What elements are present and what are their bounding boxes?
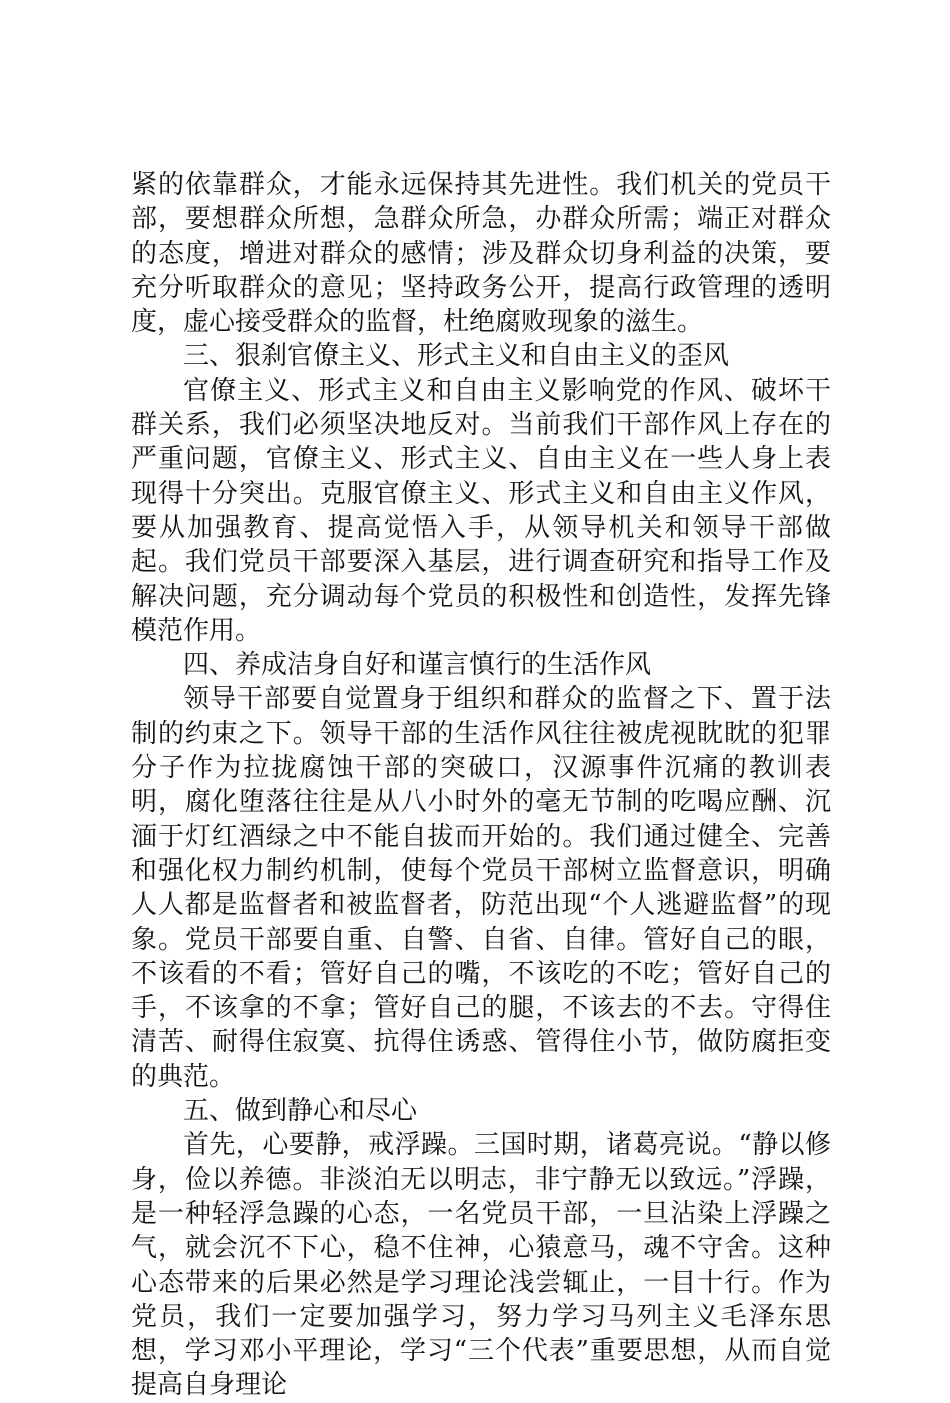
- section-heading-3: 三、狠刹官僚主义、形式主义和自由主义的歪风: [183, 341, 730, 372]
- paragraph-section-5: 首先，心要静，戒浮躁。三国时期，诸葛亮说。“静以修身，俭以养德。非淡泊无以明志，非宁静无以致远。”浮躁，是一种轻浮急躁的心态，一名党员干部，一旦沾染上浮躁之气，就会沉不下心，稳不住神，心猿意马，魂不守舍。这种心态带来的后果必然是学习理论浅尝辄止，一目十行。作为党员，我们一定要加强学习，努力学习马列主义毛泽东思想，学习邓小平理论，学习“三个代表”重要思想，从而自觉提高自身理论: [131, 1130, 831, 1401]
- paragraph-section-4: 领导干部要自觉置身于组织和群众的监督之下、置于法制的约束之下。领导干部的生活作风往往被虎视眈眈的犯罪分子作为拉拢腐蚀干部的突破口，汉源事件沉痛的教训表明，腐化堕落往往是从八小时外的毫无节制的吃喝应酬、沉湎于灯红酒绿之中不能自拔而开始的。我们通过健全、完善和强化权力制约机制，使每个党员干部树立监督意识，明确人人都是监督者和被监督者，防范出现“个人逃避监督”的现象。党员干部要自重、自警、自省、自律。管好自己的眼，不该看的不看；管好自己的嘴，不该吃的不吃；管好自己的手，不该拿的不拿；管好自己的腿，不该去的不去。守得住清苦、耐得住寂寞、抗得住诱惑、管得住小节，做防腐拒变的典范。: [131, 684, 831, 1092]
- paragraph-continuation: 紧的依靠群众，才能永远保持其先进性。我们机关的党员干部，要想群众所想，急群众所急，办群众所需；端正对群众的态度，增进对群众的感情；涉及群众切身利益的决策，要充分听取群众的意见；坚持政务公开，提高行政管理的透明度，虚心接受群众的监督，杜绝腐败现象的滋生。: [131, 170, 831, 338]
- section-heading-4: 四、养成洁身自好和谨言慎行的生活作风: [183, 650, 652, 681]
- document-body: [131, 168, 831, 1403]
- section-heading-5: 五、做到静心和尽心: [183, 1096, 418, 1127]
- paragraph-section-3: 官僚主义、形式主义和自由主义影响党的作风、破坏干群关系，我们必须坚决地反对。当前我们干部作风上存在的严重问题，官僚主义、形式主义、自由主义在一些人身上表现得十分突出。克服官僚主义、形式主义和自由主义作风，要从加强教育、提高觉悟入手，从领导机关和领导干部做起。我们党员干部要深入基层，进行调查研究和指导工作及解决问题，充分调动每个党员的积极性和创造性，发挥先锋模范作用。: [131, 375, 831, 646]
